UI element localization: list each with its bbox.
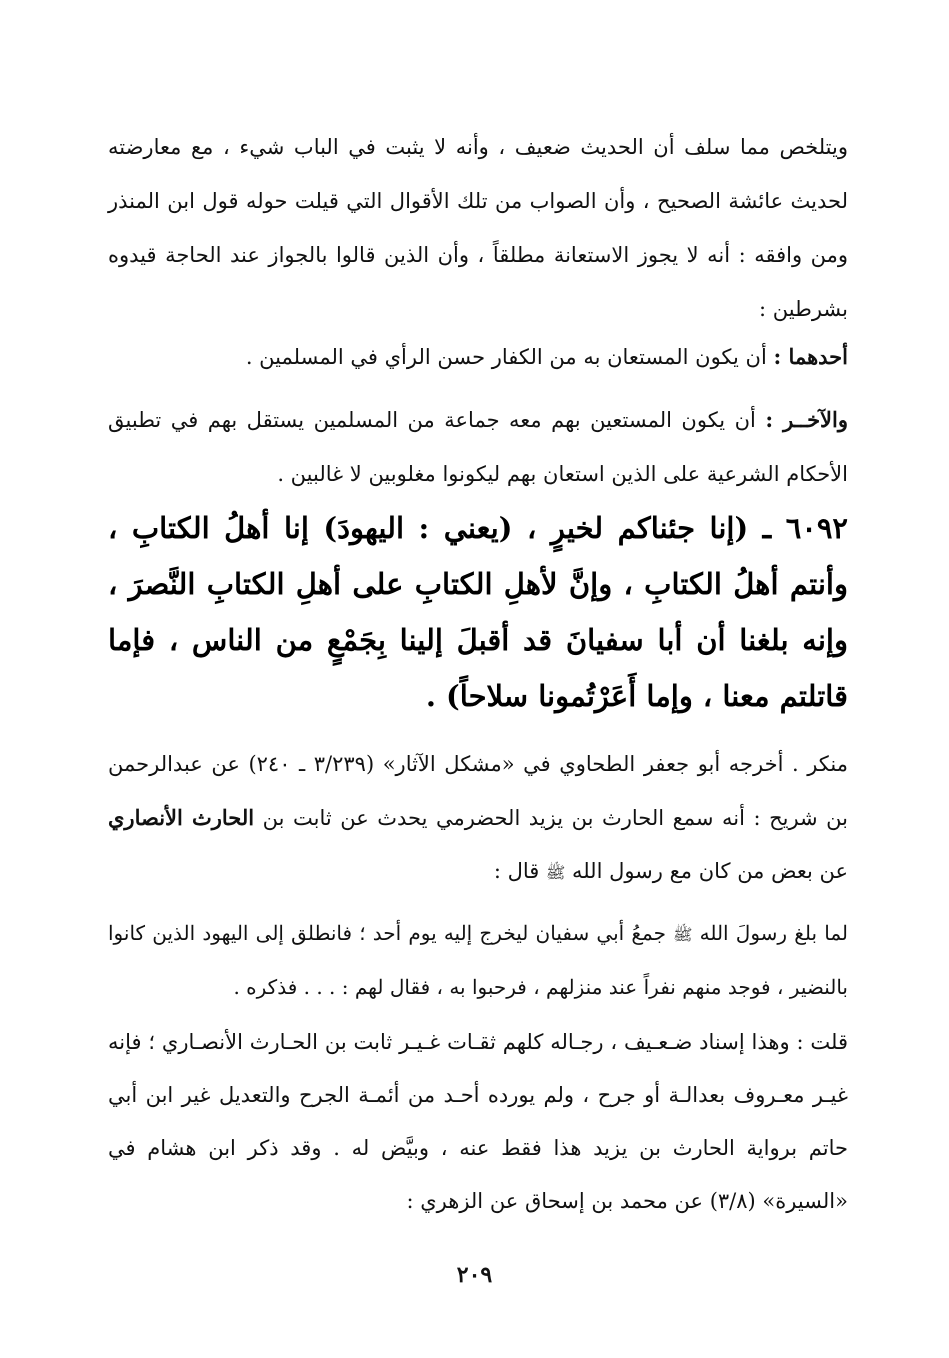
comment-text: قلت : وهذا إسناد ضـعـيف ، رجـاله كلهم ثقـات غـيـر ثابت بن الحـارث الأنصـاري ؛ فإنه غيـر معـروف بعدالـة أو جرح ، ولم يورده أحـد من أئمـة الجرح والتعديل غير ابن أبي حاتم برواية الحارث بن يزيد هذا فقط عنه ، وبيَّض له . وقد ذكر ابن هشام في «السيرة» (٣/٨) عن محمد بن إسحاق عن الزهري :: [108, 1030, 848, 1213]
takhrij-part-3: قال :: [493, 859, 546, 883]
narrator-name: الحارث الأنصاري: [108, 805, 255, 830]
hadith-number: ٦٠٩٢: [785, 511, 848, 545]
takhrij-part-2: عن بعض من كان مع رسول الله: [565, 859, 848, 883]
page-number: ٢٠٩: [456, 1262, 493, 1288]
comment-paragraph: [108, 1016, 848, 1228]
condition-one-text: أن يكون المستعان به من الكفار حسن الرأي في المسلمين .: [245, 345, 774, 369]
condition-two-text: أن يكون المستعين بهم معه جماعة من المسلمين يستقل بهم في تطبيق الأحكام الشرعية على الذين استعان بهم ليكونوا مغلوبين لا غالبين .: [108, 408, 848, 486]
condition-one-paragraph: [108, 330, 848, 384]
narration-part-1: لما بلغ رسولَ الله: [692, 921, 848, 945]
salutation-symbol: ﷺ: [673, 925, 693, 944]
salutation-symbol: ﷺ: [545, 863, 566, 882]
condition-one-label: أحدهما :: [773, 344, 848, 369]
hadith-body: ـ (إنا جئناكم لخيرٍ ، (يعني : اليهودَ) إنا أهلُ الكتابِ ، وأنتم أهلُ الكتابِ ، وإنَّ لأهلِ الكتابِ على أهلِ الكتابِ النَّصرَ ، وإنه بلغنا أن أبا سفيانَ قد أقبلَ إلينا بِجَمْعٍ من الناس ، فإما قاتلتم معنا ، وإما أَعَرْتُمونا سلاحاً) .: [108, 511, 848, 713]
takhrij-part-1: منكر . أخرجه أبو جعفر الطحاوي في «مشكل الآثار» (٣/٢٣٩ ـ ٢٤٠) عن عبدالرحمن بن شريح : أنه سمع الحارث بن يزيد الحضرمي يحدث عن ثابت بن: [108, 752, 848, 830]
summary-text: ويتلخص مما سلف أن الحديث ضعيف ، وأنه لا يثبت في الباب شيء ، مع معارضته لحديث عائشة الصحيح ، وأن الصواب من تلك الأقوال التي قيلت حوله قول ابن المنذر ومن وافقه : أنه لا يجوز الاستعانة مطلقاً ، وأن الذين قالوا بالجواز عند الحاجة قيدوه بشرطين :: [108, 135, 848, 321]
takhrij-paragraph: [108, 738, 848, 899]
hadith-text: [108, 500, 848, 724]
narration-part-2: جمعُ أبي سفيان ليخرج إليه يوم أحد ؛ فانطلق إلى اليهود الذين كانوا بالنضير ، فوجد منهم نفراً عند منزلهم ، فرحبوا به ، فقال لهم : . . . فذكره .: [108, 921, 848, 999]
condition-two-label: والآخــر :: [765, 407, 848, 432]
narration-paragraph: [108, 907, 848, 1014]
summary-paragraph: [108, 120, 848, 336]
condition-two-paragraph: [108, 393, 848, 501]
